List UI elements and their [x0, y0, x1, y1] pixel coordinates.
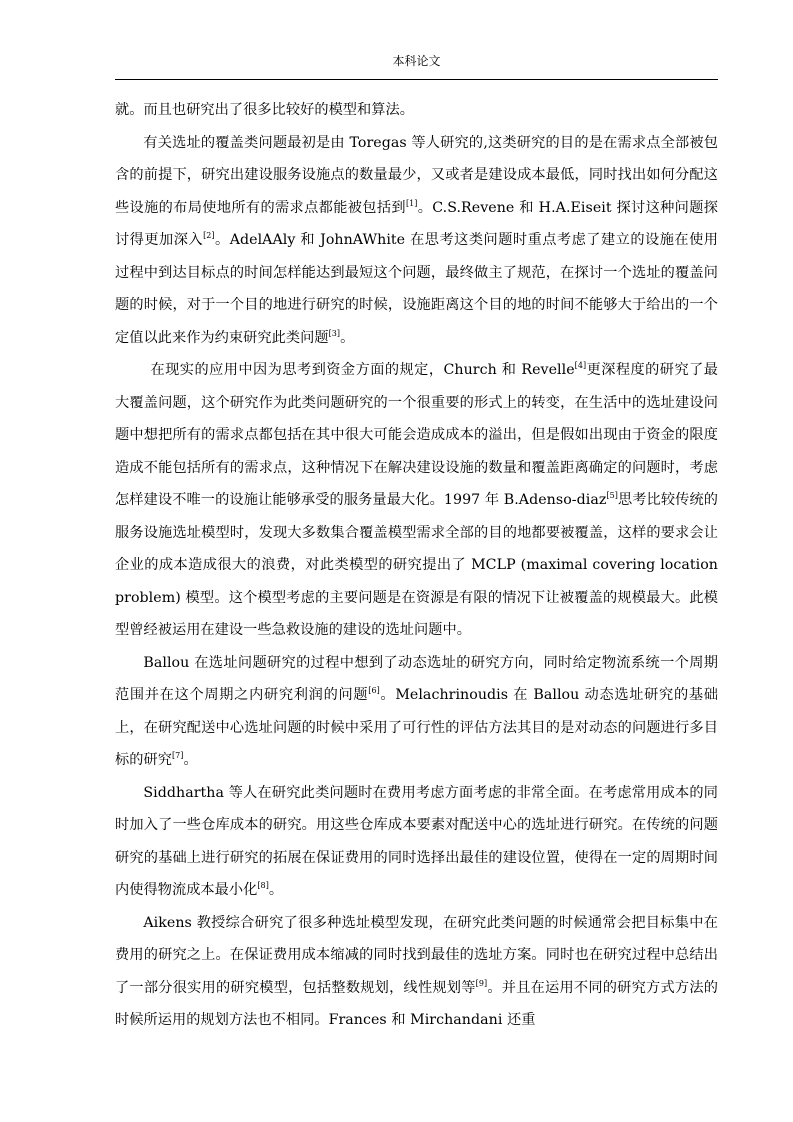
paragraph-3 — [115, 354, 718, 647]
citation-ref: [4] — [574, 361, 587, 370]
text-run: 。 — [268, 882, 284, 898]
text-run: 。Melachrinoudis 在 Ballou 动态选址研究的基础上，在研究配送中心选址问题的时候中采用了可行性的评估方法其目的是对动态的问题进行多目标的研究 — [115, 687, 718, 768]
text-run: 在现实的应用中因为思考到资金方面的规定，Church 和 Revelle — [150, 362, 575, 378]
text-run: 。AdelAAly 和 JohnAWhite 在思考这类问题时重点考虑了建立的设施在使用过程中到达目标点的时间怎样能达到最短这个问题，最终做主了规范，在探讨一个选址的覆盖问题的时候，对于一个目的地进行研究的时候，设施距离这个目的地的时间不能够大于给出的一个定值以此来作为约束研究此类问题 — [115, 232, 718, 346]
text-run: Siddhartha 等人在研究此类问题时在费用考虑方面考虑的非常全面。在考虑常用成本的同时加入了一些仓库成本的研究。用这些仓库成本要素对配送中心的选址进行研究。在传统的问题研究的基础上进行研究的拓展在保证费用的同时选择出最佳的建设位置，使得在一定的周期时间内使得物流成本最小化 — [115, 784, 718, 898]
citation-ref: [3] — [328, 328, 341, 338]
text-run: 就。而且也研究出了很多比较好的模型和算法。 — [115, 102, 414, 118]
paragraph-2 — [115, 127, 718, 355]
text-run: Aikens 教授综合研究了很多种选址模型发现，在研究此类问题的时候通常会把目标集中在费用的研究之上。在保证费用成本缩减的同时找到最佳的选址方案。同时也在研究过程中总结出了一部分很实用的研究模型，包括整数规划，线性规划等 — [115, 914, 718, 996]
citation-ref: [6] — [368, 686, 380, 695]
citation-ref: [7] — [171, 751, 184, 760]
text-run: 有关选址的覆盖类问题最初是由 Toregas 等人研究的,这类研究的目的是在需求点全部被包含的前提下，研究出建设服务设施点的数量最少，又或者是建设成本最低，同时找出如何分配这些设施的布局使地所有的需求点都能被包括到 — [115, 134, 718, 216]
paragraph-6 — [115, 907, 718, 1037]
text-run: 。 — [340, 329, 355, 346]
citation-ref: [2] — [203, 231, 215, 240]
paragraph-1 — [115, 94, 718, 127]
text-run: 更深程度的研究了最大覆盖问题，这个研究作为此类问题研究的一个很重要的形式上的转变，在生活中的选址建设问题中想把所有的需求点都包括在其中很大可能会造成成本的溢出，但是假如出现由于资金的限度造成不能包括所有的需求点，这种情况下在解决建设设施的数量和覆盖距离确定的问题时，考虑怎样建设不唯一的设施让能够承受的服务量最大化。1997 年 B.Adenso-diaz — [115, 362, 718, 508]
body-text — [115, 94, 718, 1037]
text-run: 。 — [183, 752, 198, 768]
citation-ref: [8] — [257, 881, 269, 890]
citation-ref: [9] — [475, 978, 488, 988]
text-run: 。C.S.Revene 和 H.A.Eiseit 探讨这种问题探讨得更加深入 — [115, 199, 718, 248]
citation-ref: [5] — [606, 491, 618, 500]
paragraph-4 — [115, 647, 718, 777]
text-run: Ballou 在选址问题研究的过程中想到了动态选址的研究方向，同时给定物流系统一个周期范围并在这个周期之内研究利润的问题 — [115, 654, 718, 703]
citation-ref: [1] — [405, 198, 418, 208]
text-run: 思考比较传统的服务设施选址模型时，发现大多数集合覆盖模型需求全部的目的地都要被覆盖，这样的要求会让企业的成本造成很大的浪费，对此类模型的研究提出了 MCLP (maximal covering location problem) 模型。这个模型考虑的主要问题是在资源是有限的情况下让被覆盖的规模最大。此模型曾经被运用在建设一些急救设施的建设的选址问题中。 — [115, 492, 718, 638]
running-header: 本科论文 — [392, 54, 441, 68]
paragraph-5 — [115, 777, 718, 907]
header-rule — [115, 79, 718, 80]
text-run: 。并且在运用不同的研究方式方法的时候所运用的规划方法也不相同。Frances 和 Mirchandani 还重 — [115, 979, 718, 1028]
